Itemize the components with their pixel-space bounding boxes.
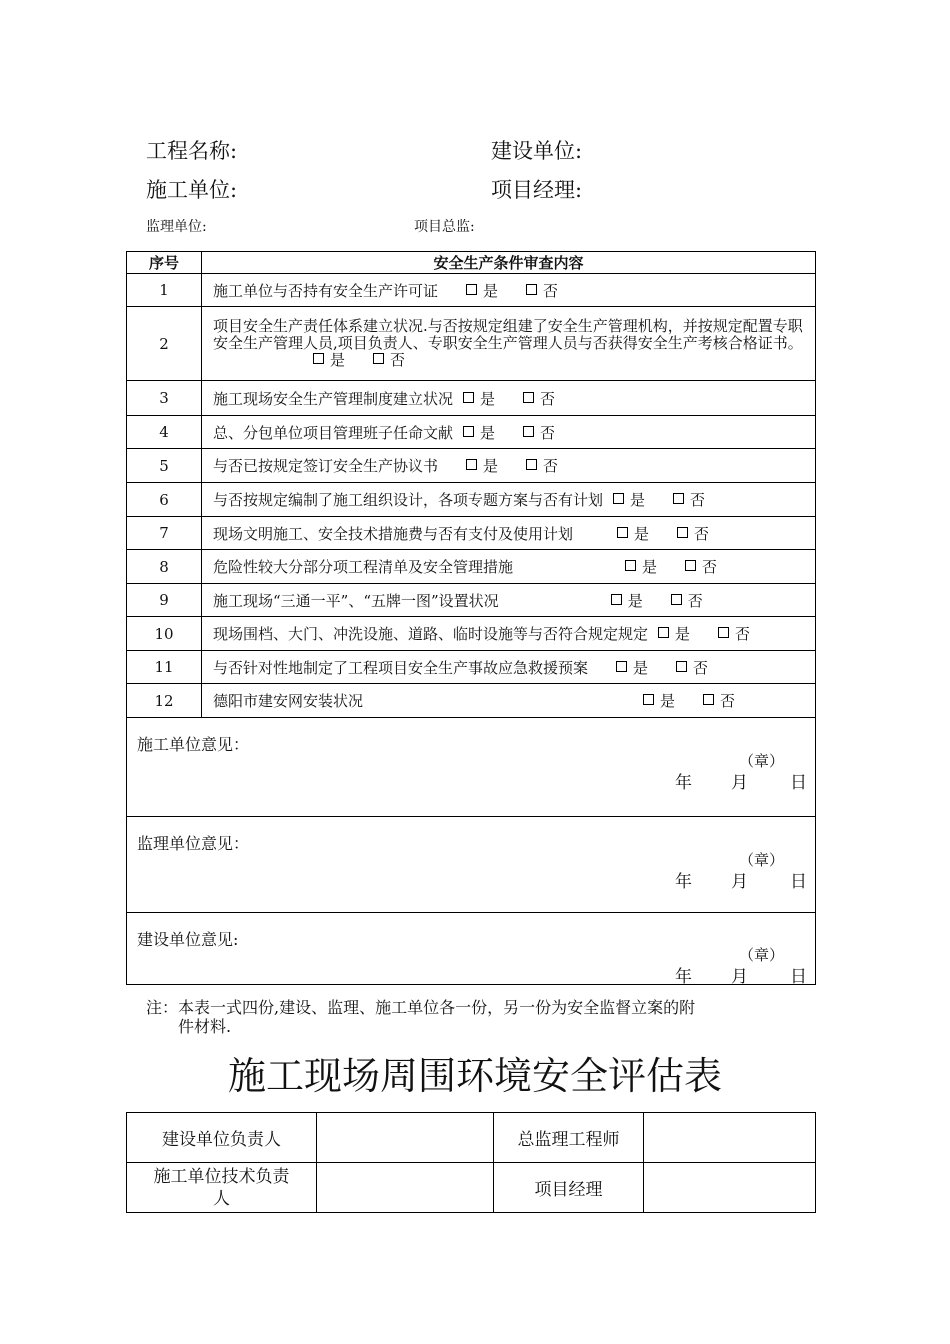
row-content	[202, 651, 816, 684]
yes-no-options	[643, 690, 735, 711]
row-number: 7	[127, 517, 202, 550]
yes-no-options	[463, 388, 555, 409]
month-label: 月	[731, 967, 748, 987]
chief-supervisor-label: 项目总监:	[414, 219, 475, 235]
row-number: 1	[127, 274, 202, 307]
yes-label: 是	[660, 692, 676, 710]
row-text: 与否已按规定签订安全生产协议书	[213, 457, 439, 475]
yes-checkbox[interactable]	[616, 661, 627, 672]
note-line2: 件材料.	[178, 1017, 232, 1036]
opinion-label: 监理单位意见：	[137, 834, 250, 853]
yes-checkbox[interactable]	[625, 560, 636, 571]
no-label: 否	[543, 457, 559, 475]
no-label: 否	[694, 524, 710, 543]
yes-checkbox[interactable]	[466, 459, 477, 470]
no-label: 否	[720, 692, 736, 710]
no-checkbox[interactable]	[526, 459, 537, 470]
builder-label: 建设单位:	[491, 139, 583, 163]
row-number: 9	[127, 584, 202, 617]
day-label: 日	[790, 872, 807, 892]
year-label: 年	[675, 872, 692, 892]
signoff-row-1	[127, 1113, 816, 1163]
row-text: 与否按规定编制了施工组织设计，各项专题方案与否有计划	[213, 491, 604, 509]
project-manager-value[interactable]	[644, 1163, 816, 1213]
yes-label: 是	[480, 389, 496, 408]
row-text: 施工单位与否持有安全生产许可证	[213, 281, 439, 300]
row-content	[202, 550, 816, 584]
yes-no-options	[617, 523, 709, 544]
yes-checkbox[interactable]	[463, 426, 474, 437]
row-number: 11	[127, 651, 202, 684]
row-number: 8	[127, 550, 202, 584]
project-name-label: 工程名称:	[146, 139, 238, 163]
no-checkbox[interactable]	[673, 493, 684, 504]
no-checkbox[interactable]	[677, 527, 688, 538]
no-checkbox[interactable]	[718, 627, 729, 638]
supervisor-label: 监理单位:	[146, 219, 207, 235]
no-checkbox[interactable]	[526, 284, 537, 295]
note-prefix: 注：	[146, 998, 179, 1017]
row-number: 6	[127, 483, 202, 517]
contractor-opinion-row	[127, 718, 816, 817]
yes-checkbox[interactable]	[643, 694, 654, 705]
no-checkbox[interactable]	[671, 594, 682, 605]
no-label: 否	[543, 281, 559, 300]
row-content	[202, 617, 816, 651]
yes-no-options	[658, 623, 750, 644]
row-number: 10	[127, 617, 202, 651]
assessment-signoff-table	[126, 1112, 816, 1213]
yes-no-options	[616, 657, 708, 678]
builder-opinion-row	[127, 913, 816, 985]
yes-no-options	[463, 422, 555, 443]
row-content	[202, 449, 816, 483]
supervisor-opinion-cell[interactable]	[127, 817, 816, 913]
opinion-label: 建设单位意见:	[137, 930, 239, 949]
row-number: 3	[127, 381, 202, 416]
table-row	[127, 307, 816, 381]
yes-label: 是	[633, 658, 649, 677]
row-text: 施工现场“三通一平”、“五牌一图”设置状况	[213, 591, 499, 610]
note	[146, 998, 816, 1036]
row-number: 5	[127, 449, 202, 483]
table-row	[127, 684, 816, 718]
no-label: 否	[687, 591, 703, 610]
yes-checkbox[interactable]	[658, 627, 669, 638]
yes-checkbox[interactable]	[463, 392, 474, 403]
table-header-row	[127, 252, 816, 274]
table-row	[127, 483, 816, 517]
builder-head-value[interactable]	[317, 1113, 494, 1163]
yes-checkbox[interactable]	[613, 493, 624, 504]
year-label: 年	[675, 967, 692, 987]
row-content	[202, 517, 816, 550]
table-row	[127, 517, 816, 550]
column-header-content: 安全生产条件审查内容	[202, 252, 816, 274]
supervisor-opinion-row	[127, 817, 816, 913]
seal-label: （章）	[739, 752, 785, 770]
no-checkbox[interactable]	[523, 392, 534, 403]
yes-label: 是	[642, 558, 658, 576]
row-content	[202, 483, 816, 517]
project-manager-label: 项目经理	[494, 1163, 644, 1213]
table-row	[127, 274, 816, 307]
contractor-opinion-cell[interactable]	[127, 718, 816, 817]
row-text: 项目安全生产责任体系建立状况.与否按规定组建了安全生产管理机构，并按规定配置专职安全生产管理人员,项目负责人、专职安全生产管理人员与否获得安全生产考核合格证书。	[213, 317, 803, 352]
yes-no-options	[466, 280, 558, 301]
yes-label: 是	[627, 591, 643, 610]
no-checkbox[interactable]	[685, 560, 696, 571]
table-row	[127, 651, 816, 684]
row-content	[202, 584, 816, 617]
yes-label: 是	[480, 423, 496, 442]
row-content	[202, 381, 816, 416]
contractor-tech-head-label: 施工单位技术负责 人	[127, 1163, 317, 1213]
yes-label: 是	[483, 281, 499, 300]
table-row	[127, 550, 816, 584]
seal-label: （章）	[739, 851, 785, 869]
row-text: 与否针对性地制定了工程项目安全生产事故应急救援预案	[213, 658, 589, 677]
row-number: 12	[127, 684, 202, 718]
row-number: 2	[127, 307, 202, 381]
chief-engineer-value[interactable]	[644, 1113, 816, 1163]
yes-checkbox[interactable]	[611, 594, 622, 605]
row-content	[202, 416, 816, 449]
no-label: 否	[735, 625, 751, 643]
yes-no-options	[611, 590, 703, 611]
contractor-tech-head-value[interactable]	[317, 1163, 494, 1213]
row-text: 现场文明施工、安全技术措施费与否有支付及使用计划	[213, 524, 574, 543]
no-label: 否	[693, 658, 709, 677]
day-label: 日	[790, 967, 807, 987]
yes-label: 是	[330, 351, 346, 369]
yes-no-options	[466, 455, 558, 476]
row-text: 危险性较大分部分项工程清单及安全管理措施	[213, 558, 514, 576]
yes-label: 是	[675, 625, 691, 643]
opinion-label: 施工单位意见：	[137, 735, 250, 754]
no-label: 否	[390, 351, 406, 369]
table-row	[127, 416, 816, 449]
year-label: 年	[675, 773, 692, 793]
table-row	[127, 449, 816, 483]
row-content	[202, 274, 816, 307]
column-header-no: 序号	[127, 252, 202, 274]
yes-no-options	[613, 489, 705, 510]
table-row	[127, 381, 816, 416]
builder-head-label: 建设单位负责人	[127, 1113, 317, 1163]
row-text: 现场围档、大门、冲洗设施、道路、临时设施等与否符合规定规定	[213, 625, 649, 643]
environment-assessment-title: 施工现场周围环境安全评估表	[227, 1054, 722, 1098]
row-text: 施工现场安全生产管理制度建立状况	[213, 389, 454, 408]
no-checkbox[interactable]	[703, 694, 714, 705]
seal-label: （章）	[739, 946, 785, 964]
yes-no-options	[313, 352, 405, 369]
no-checkbox[interactable]	[523, 426, 534, 437]
yes-no-options	[625, 556, 717, 577]
note-line1: 本表一式四份,建设、监理、施工单位各一份，另一份为安全监督立案的附	[178, 998, 696, 1017]
yes-checkbox[interactable]	[466, 284, 477, 295]
safety-review-table	[126, 251, 816, 985]
yes-label: 是	[634, 524, 650, 543]
table-row	[127, 584, 816, 617]
signoff-row-2	[127, 1163, 816, 1213]
yes-label: 是	[483, 457, 499, 475]
project-manager-label: 项目经理:	[491, 178, 583, 202]
chief-engineer-label: 总监理工程师	[494, 1113, 644, 1163]
row-text: 德阳市建安网安装状况	[213, 692, 364, 710]
table-row	[127, 617, 816, 651]
no-label: 否	[540, 423, 556, 442]
no-checkbox[interactable]	[373, 353, 384, 364]
no-checkbox[interactable]	[676, 661, 687, 672]
builder-opinion-cell[interactable]	[127, 913, 816, 985]
month-label: 月	[731, 872, 748, 892]
yes-checkbox[interactable]	[313, 353, 324, 364]
row-text: 总、分包单位项目管理班子任命文献	[213, 423, 454, 442]
row-content	[202, 307, 816, 381]
yes-checkbox[interactable]	[617, 527, 628, 538]
no-label: 否	[702, 558, 718, 576]
no-label: 否	[690, 491, 706, 509]
contractor-label: 施工单位:	[146, 178, 238, 202]
yes-label: 是	[630, 491, 646, 509]
day-label: 日	[790, 773, 807, 793]
no-label: 否	[540, 389, 556, 408]
month-label: 月	[731, 773, 748, 793]
row-content	[202, 684, 816, 718]
row-number: 4	[127, 416, 202, 449]
